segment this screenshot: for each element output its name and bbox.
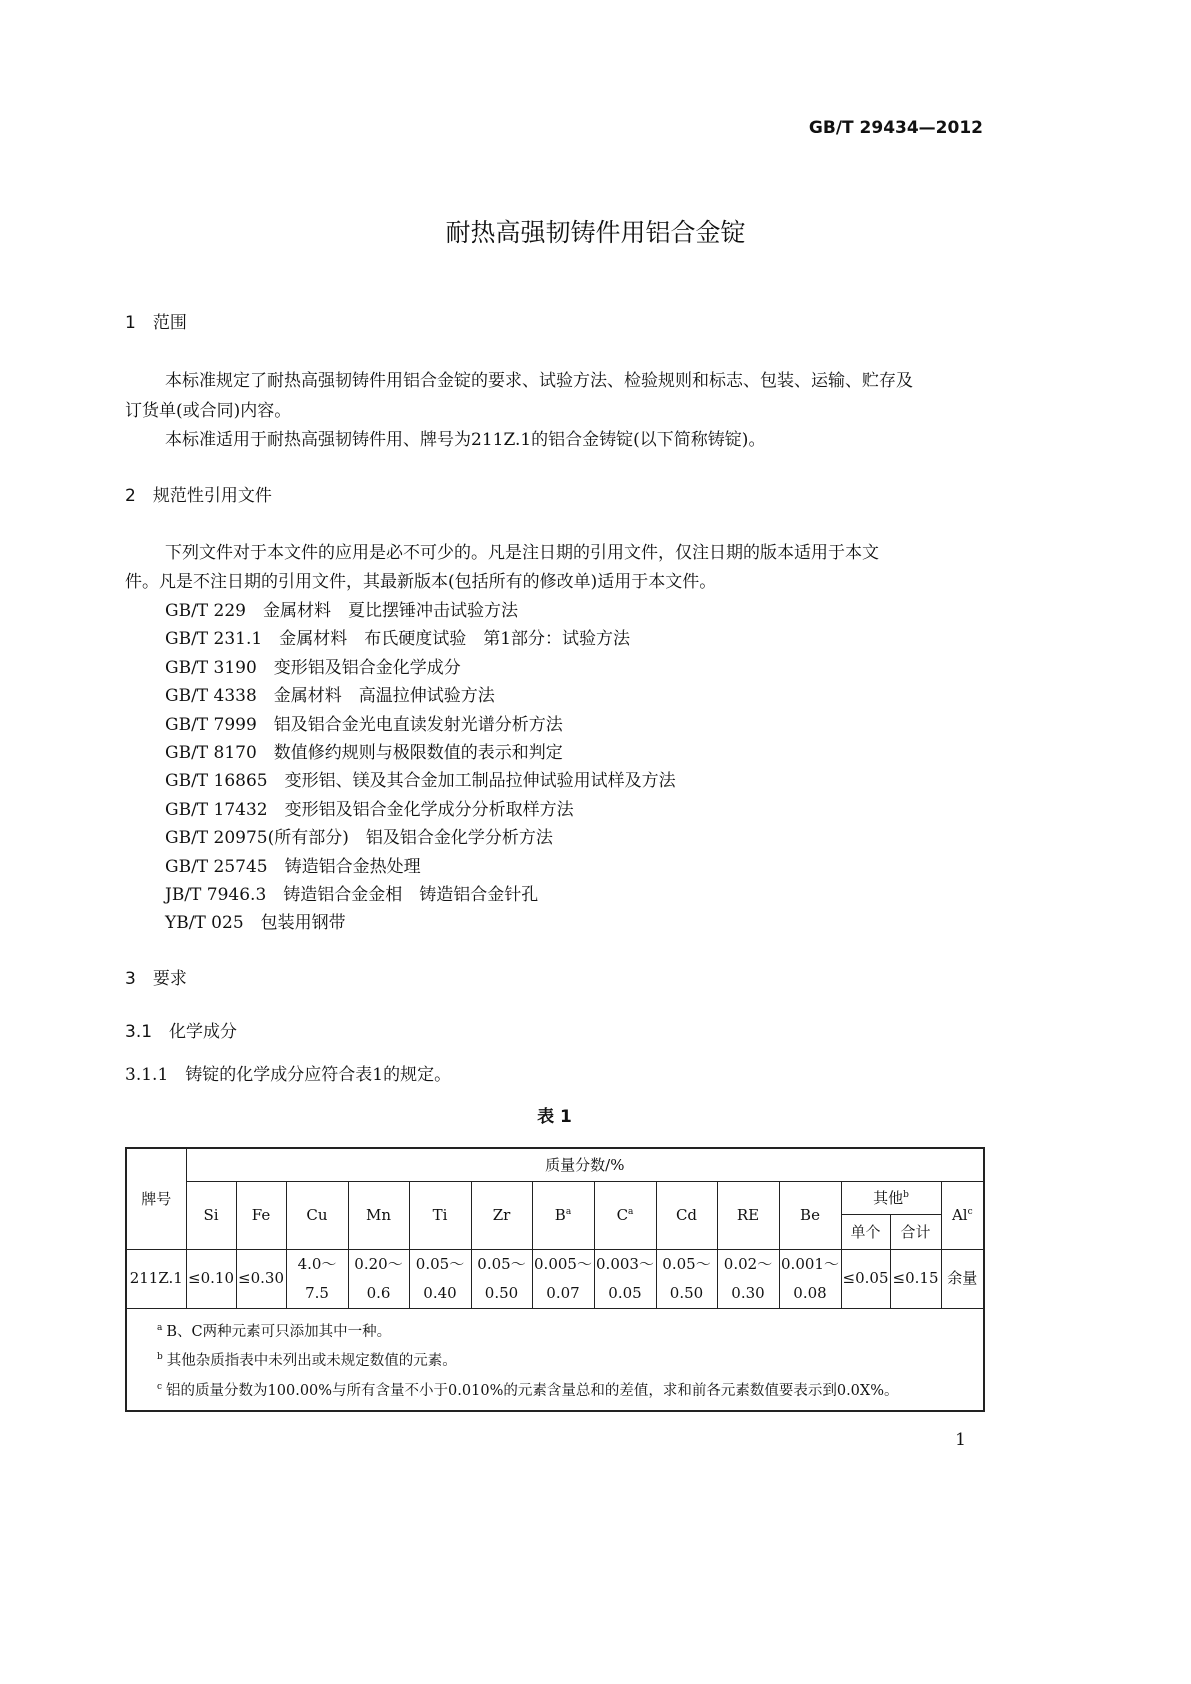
- element-header: Cu: [286, 1181, 348, 1249]
- value-cell: 0.003～ 0.05: [594, 1249, 656, 1308]
- section-heading: 1 范围: [125, 313, 187, 333]
- value-cell: 0.001～ 0.08: [779, 1249, 841, 1308]
- paragraph: 件。凡是不注日期的引用文件，其最新版本(包括所有的修改单)适用于本文件。: [125, 572, 717, 592]
- value-cell: ≤0.30: [236, 1249, 286, 1308]
- value-cell: 0.02～ 0.30: [717, 1249, 779, 1308]
- reference-item: GB/T 3190 变形铝及铝合金化学成分: [165, 657, 461, 678]
- footnote: $^b$ 其他杂质指表中未列出或未规定数值的元素。: [157, 1352, 457, 1370]
- document-title: 耐热高强韧铸件用铝合金锭: [445, 218, 746, 247]
- table-footnotes: [126, 1308, 984, 1411]
- value-cell: 0.05～ 0.40: [409, 1249, 471, 1308]
- page-number: 1: [955, 1430, 966, 1450]
- element-header: $B^a$: [532, 1181, 594, 1249]
- footnote: $^a$ B、C两种元素可只添加其中一种。: [157, 1322, 392, 1340]
- mass-fraction-header: 质量分数/%: [186, 1148, 984, 1181]
- reference-item: GB/T 229 金属材料 夏比摆锤冲击试验方法: [165, 601, 518, 621]
- value-cell: 0.05～ 0.50: [656, 1249, 717, 1308]
- element-header: Fe: [236, 1181, 286, 1249]
- element-header: Si: [186, 1181, 236, 1249]
- grade-cell: 211Z.1: [126, 1249, 186, 1308]
- element-header: Ti: [409, 1181, 471, 1249]
- section-heading: 2 规范性引用文件: [125, 486, 272, 506]
- paragraph: 本标准规定了耐热高强韧铸件用铝合金锭的要求、试验方法、检验规则和标志、包装、运输、贮存及: [165, 371, 913, 391]
- footnote: $^c$ 铝的质量分数为100.00%与所有含量不小于0.010%的元素含量总和的差值，求和前各元素数值要表示到0.0X%。: [157, 1382, 899, 1399]
- reference-item: GB/T 25745 铸造铝合金热处理: [165, 856, 421, 877]
- reference-item: GB/T 16865 变形铝、镁及其合金加工制品拉伸试验用试样及方法: [165, 771, 676, 792]
- al-header: Al$^c$: [941, 1181, 984, 1249]
- grade-header: 牌号: [126, 1148, 186, 1249]
- element-header: $C^a$: [594, 1181, 656, 1249]
- total-cell: ≤0.15: [890, 1249, 941, 1308]
- single-cell: ≤0.05: [841, 1249, 890, 1308]
- reference-item: GB/T 231.1 金属材料 布氏硬度试验 第1部分：试验方法: [165, 629, 631, 650]
- paragraph: 订货单(或合同)内容。: [125, 401, 292, 421]
- reference-item: YB/T 025 包装用钢带: [165, 913, 346, 934]
- subsection-heading: 3.1 化学成分: [125, 1022, 238, 1042]
- composition-table: [125, 1147, 985, 1412]
- element-header: Mn: [348, 1181, 409, 1249]
- element-header: RE: [717, 1181, 779, 1249]
- value-cell: 0.20～ 0.6: [348, 1249, 409, 1308]
- paragraph: 本标准适用于耐热高强韧铸件用、牌号为211Z.1的铝合金铸锭(以下简称铸锭)。: [165, 430, 766, 450]
- paragraph: 3.1.1 铸锭的化学成分应符合表1的规定。: [125, 1065, 452, 1085]
- reference-item: GB/T 7999 铝及铝合金光电直读发射光谱分析方法: [165, 714, 563, 735]
- reference-item: GB/T 4338 金属材料 高温拉伸试验方法: [165, 686, 495, 707]
- value-cell: 0.005～ 0.07: [532, 1249, 594, 1308]
- single-header: 单个: [841, 1214, 890, 1249]
- value-cell: 4.0～ 7.5: [286, 1249, 348, 1308]
- table-caption: 表 1: [537, 1107, 572, 1127]
- element-header: Be: [779, 1181, 841, 1249]
- reference-item: GB/T 17432 变形铝及铝合金化学成分分析取样方法: [165, 799, 574, 820]
- element-header: Cd: [656, 1181, 717, 1249]
- paragraph: 下列文件对于本文件的应用是必不可少的。凡是注日期的引用文件，仅注日期的版本适用于本文: [165, 543, 879, 563]
- total-header: 合计: [890, 1214, 941, 1249]
- reference-item: GB/T 20975(所有部分) 铝及铝合金化学分析方法: [165, 828, 553, 849]
- value-cell: ≤0.10: [186, 1249, 236, 1308]
- element-header: Zr: [471, 1181, 532, 1249]
- section-heading: 3 要求: [125, 969, 187, 989]
- value-cell: 0.05～ 0.50: [471, 1249, 532, 1308]
- standard-number: GB/T 29434—2012: [808, 118, 983, 138]
- reference-item: GB/T 8170 数值修约规则与极限数值的表示和判定: [165, 743, 563, 763]
- others-header: 其他$^b$: [841, 1181, 941, 1214]
- reference-item: JB/T 7946.3 铸造铝合金金相 铸造铝合金针孔: [165, 885, 539, 905]
- al-cell: 余量: [941, 1249, 984, 1308]
